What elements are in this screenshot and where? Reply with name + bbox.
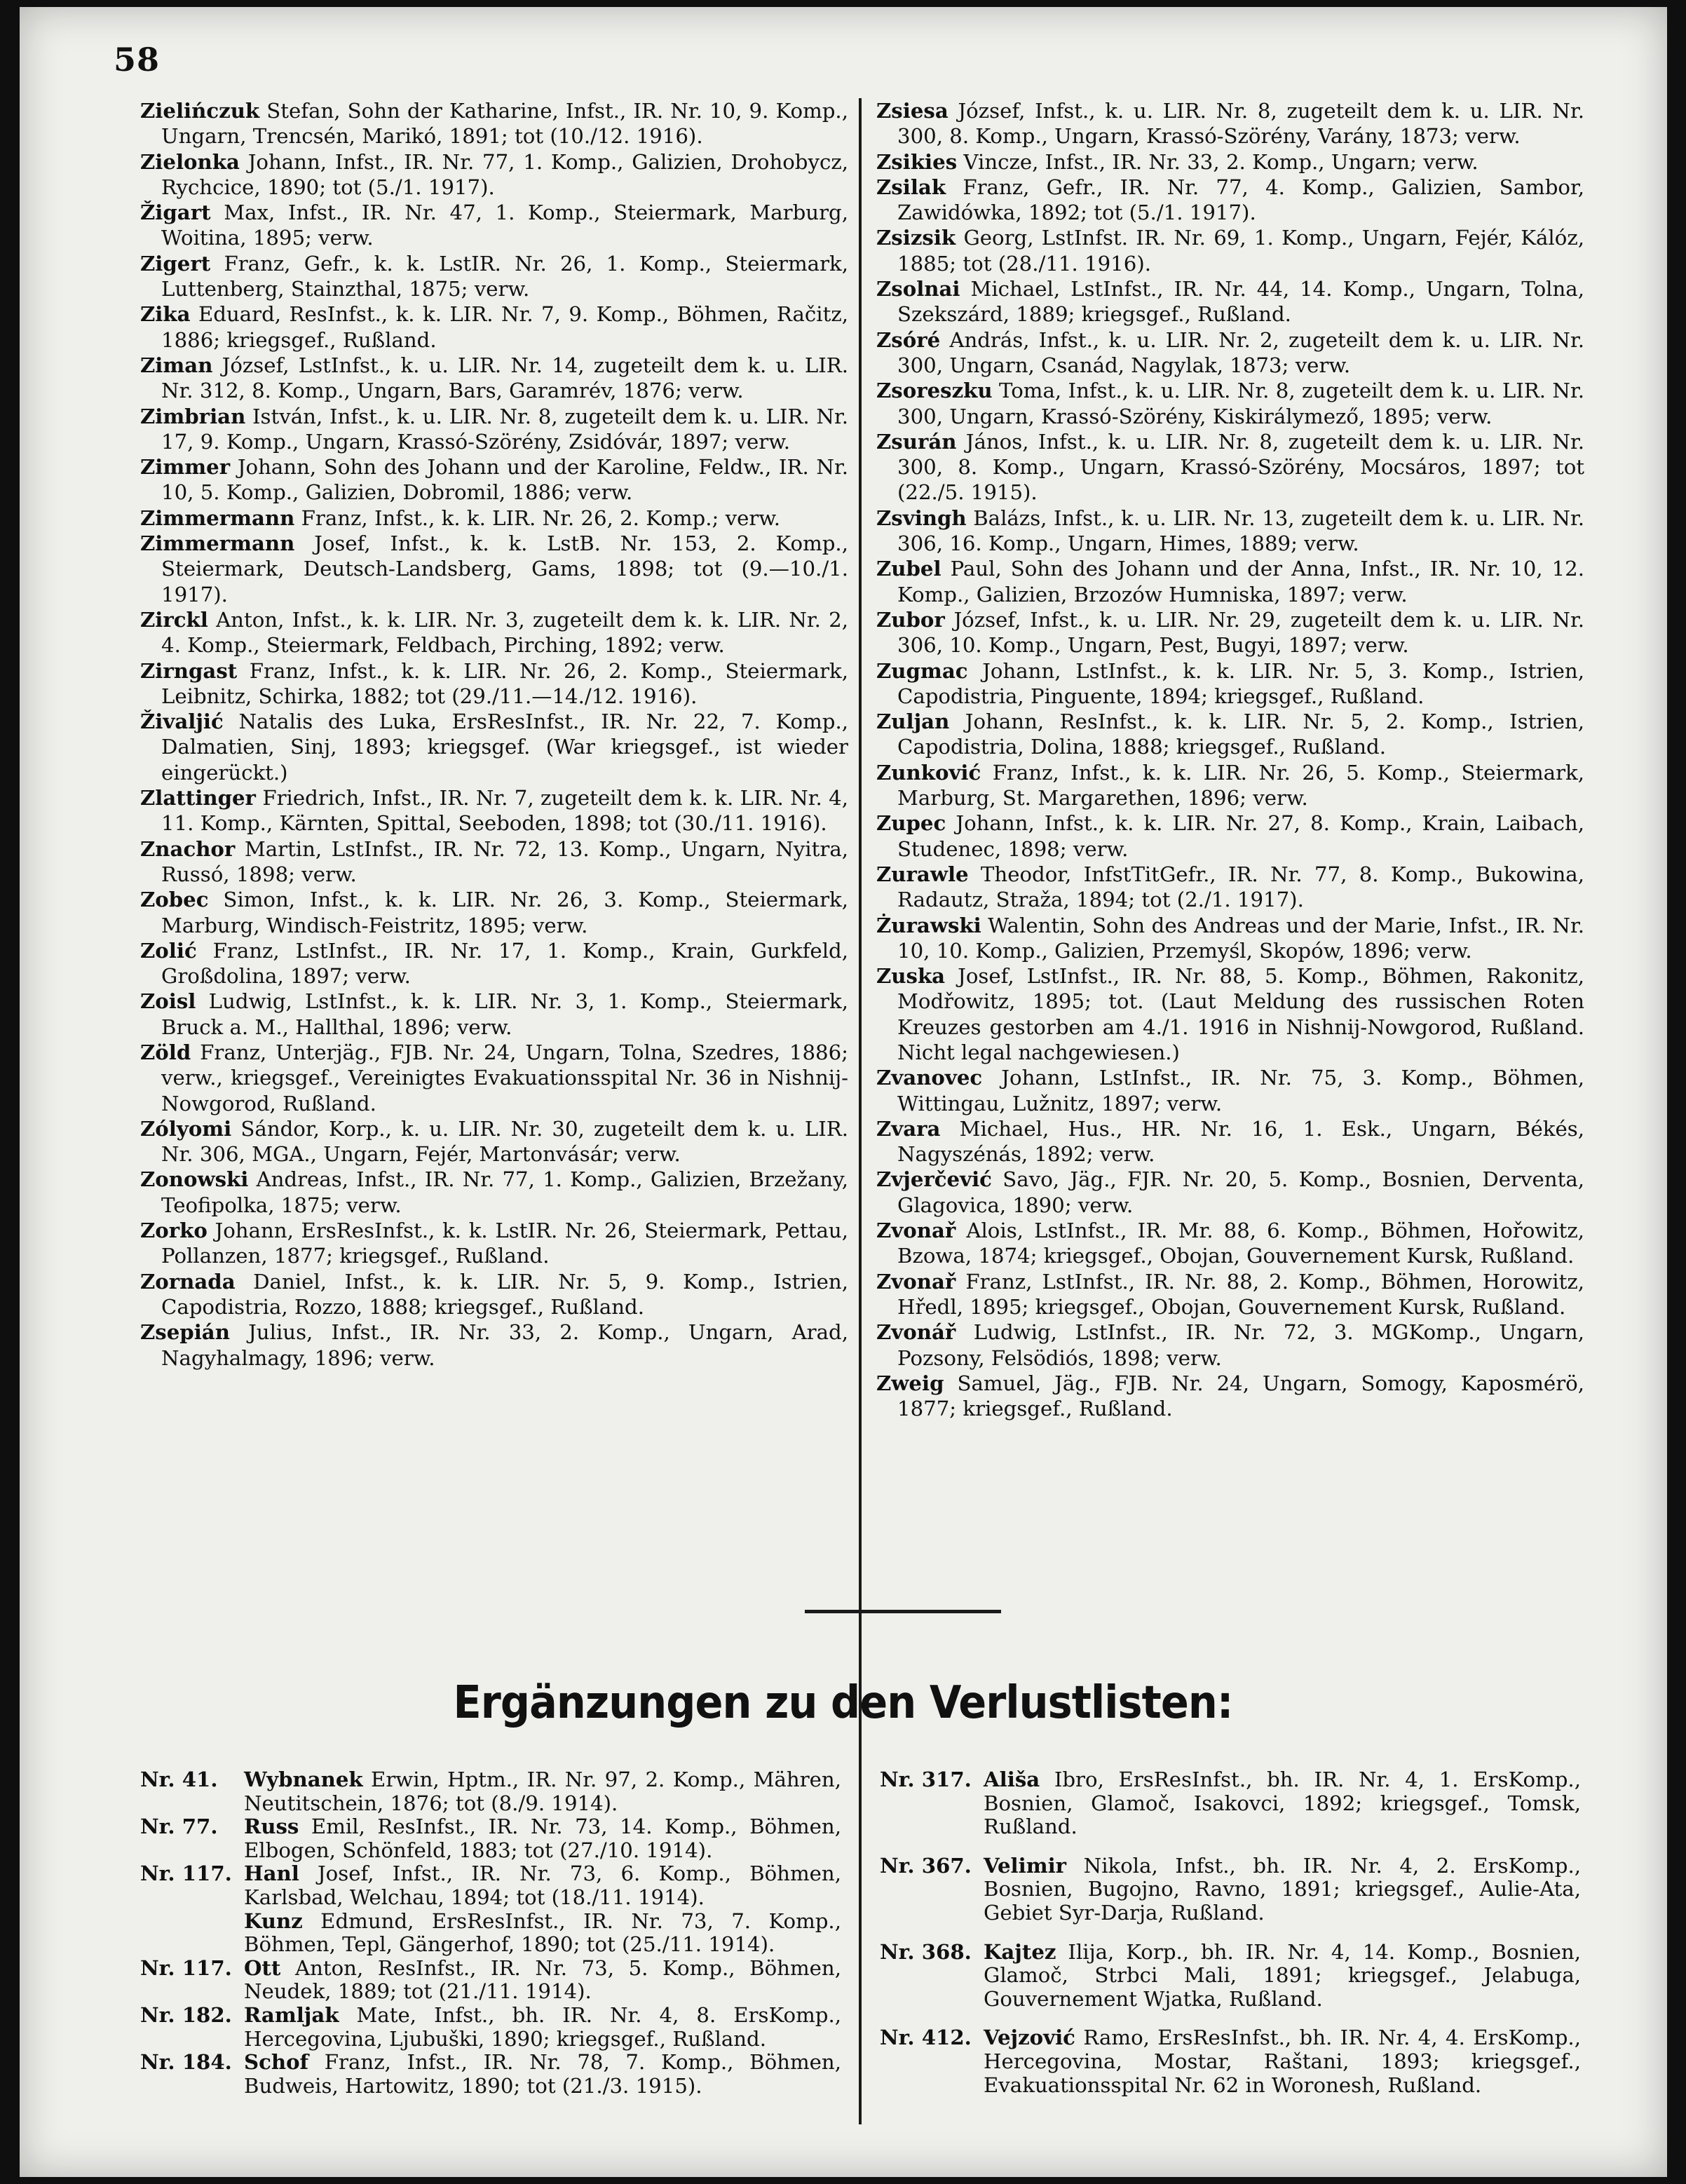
list-entry bbox=[140, 658, 848, 710]
entry-details: Nikola, Infst., bh. IR. Nr. 4, 2. ErsKomp., Bosnien, Bugojno, Ravno, 1891; kriegsgef., Aulie-Ata, Gebiet Syr-Darja, Rußland. bbox=[984, 1853, 1581, 1925]
entry-surname: Zigert bbox=[140, 251, 211, 276]
entry-details: Franz, Gefr., k. k. LstIR. Nr. 26, 1. Komp., Steiermark, Luttenberg, Stainzthal, 1875; verw. bbox=[161, 251, 848, 301]
entry-details: Toma, Infst., k. u. LIR. Nr. 8, zugeteilt dem k. u. LIR. Nr. 300, Ungarn, Krassó-Szörény, Kiskirálymező, 1895; verw. bbox=[897, 379, 1584, 428]
supplement-entry bbox=[880, 1768, 1581, 1839]
entry-details: Ludwig, LstInfst., k. k. LIR. Nr. 3, 1. Komp., Steiermark, Bruck a. M., Hallthal, 1896; verw. bbox=[161, 989, 848, 1039]
list-entry bbox=[876, 429, 1584, 506]
list-entry bbox=[140, 785, 848, 836]
list-entry bbox=[140, 98, 848, 149]
supplement-title: Ergänzungen zu den Verlustlisten: bbox=[453, 1677, 1233, 1729]
entry-details: Franz, Gefr., IR. Nr. 77, 4. Komp., Galizien, Sambor, Zawidówka, 1892; tot (5./1. 1917). bbox=[897, 175, 1584, 225]
entry-details: Simon, Infst., k. k. LIR. Nr. 26, 3. Komp., Steiermark, Marburg, Windisch-Feistritz, 1895; verw. bbox=[161, 888, 848, 937]
list-entry bbox=[140, 887, 848, 938]
entry-surname: Zsoreszku bbox=[876, 379, 993, 403]
supplement-entry bbox=[880, 1941, 1581, 2012]
entry-surname: Zvonař bbox=[876, 1219, 956, 1243]
entry-surname: Zupec bbox=[876, 811, 946, 836]
entry-surname: Kunz bbox=[244, 1908, 303, 1933]
list-entry bbox=[140, 1167, 848, 1218]
supplement-entry bbox=[140, 1910, 841, 1957]
list-entry bbox=[140, 1269, 848, 1320]
list-entry bbox=[140, 607, 848, 658]
entry-surname: Żurawski bbox=[876, 913, 981, 937]
entry-surname: Zielińczuk bbox=[140, 99, 260, 123]
list-entry bbox=[876, 1116, 1584, 1167]
entry-details: Johann, ResInfst., k. k. LIR. Nr. 5, 2. Komp., Istrien, Capodistria, Dolina, 1888; kriegsgef., Rußland. bbox=[897, 710, 1584, 759]
list-entry bbox=[140, 1218, 848, 1269]
supplement-entry bbox=[140, 1768, 841, 1815]
entry-surname: Zielonka bbox=[140, 149, 240, 174]
entry-surname: Zvonář bbox=[876, 1320, 956, 1345]
entry-surname: Zonowski bbox=[140, 1167, 249, 1192]
entry-details: Savo, Jäg., FJR. Nr. 20, 5. Komp., Bosnien, Derventa, Glagovica, 1890; verw. bbox=[897, 1167, 1584, 1217]
entry-details: Alois, LstInfst., IR. Mr. 88, 6. Komp., Böhmen, Hořowitz, Bzowa, 1874; kriegsgef., Obojan, Gouvernement Kursk, Rußland. bbox=[897, 1219, 1584, 1268]
entry-details: Balázs, Infst., k. u. LIR. Nr. 13, zugeteilt dem k. u. LIR. Nr. 306, 16. Komp., Ungarn, Himes, 1889; verw. bbox=[897, 506, 1584, 556]
entry-details: Julius, Infst., IR. Nr. 33, 2. Komp., Ungarn, Arad, Nagyhalmagy, 1896; verw. bbox=[161, 1320, 848, 1370]
entry-surname: Ramljak bbox=[244, 2002, 339, 2027]
entry-surname: Zorko bbox=[140, 1219, 208, 1243]
entry-details: András, Infst., k. u. LIR. Nr. 2, zugeteilt dem k. u. LIR. Nr. 300, Ungarn, Csanád, Nagylak, 1873; verw. bbox=[897, 327, 1584, 377]
entry-details: Walentin, Sohn des Andreas und der Marie, Infst., IR. Nr. 10, 10. Komp., Galizien, Przemyśl, Skopów, 1896; verw. bbox=[897, 913, 1584, 963]
entry-details: Anton, ResInfst., IR. Nr. 73, 5. Komp., Böhmen, Neudek, 1889; tot (21./11. 1914). bbox=[244, 1955, 841, 2004]
entry-details: Johann, Sohn des Johann und der Karoline, Feldw., IR. Nr. 10, 5. Komp., Galizien, Dobromil, 1886; verw. bbox=[161, 455, 848, 505]
entry-details: Erwin, Hptm., IR. Nr. 97, 2. Komp., Mähren, Neutitschein, 1876; tot (8./9. 1914). bbox=[244, 1768, 841, 1815]
list-entry bbox=[876, 175, 1584, 226]
entry-details: Ludwig, LstInfst., IR. Nr. 72, 3. MGKomp., Ungarn, Pozsony, Felsödiós, 1898; verw. bbox=[897, 1320, 1584, 1370]
entry-surname: Zweig bbox=[876, 1371, 944, 1395]
entry-details: Ibro, ErsResInfst., bh. IR. Nr. 4, 1. ErsKomp., Bosnien, Glamoč, Isakovci, 1892; kriegsgef., Tomsk, Rußland. bbox=[984, 1768, 1581, 1839]
entry-surname: Zubel bbox=[876, 557, 941, 581]
entry-surname: Zunković bbox=[876, 760, 981, 785]
list-entry bbox=[876, 225, 1584, 276]
entry-surname: Zimmer bbox=[140, 455, 231, 480]
list-entry bbox=[876, 556, 1584, 607]
entry-surname: Kajtez bbox=[984, 1939, 1056, 1964]
entry-surname: Zimmermann bbox=[140, 531, 295, 556]
entry-surname: Zoisl bbox=[140, 989, 196, 1014]
supplement-entry bbox=[140, 1815, 841, 1862]
entry-details: Emil, ResInfst., IR. Nr. 73, 14. Komp., Böhmen, Elbogen, Schönfeld, 1883; tot (27./10. 1914). bbox=[244, 1815, 841, 1862]
entry-surname: Zsolnai bbox=[876, 277, 960, 301]
list-number: Nr. 117. bbox=[140, 1955, 232, 1980]
list-entry bbox=[140, 709, 848, 785]
list-number: Nr. 77. bbox=[140, 1815, 218, 1839]
entry-surname: Zimbrian bbox=[140, 404, 246, 428]
list-entry bbox=[140, 836, 848, 888]
section-rule bbox=[805, 1610, 1001, 1613]
list-entry bbox=[876, 1065, 1584, 1116]
entry-details: Michael, LstInfst., IR. Nr. 44, 14. Komp., Ungarn, Tolna, Szekszárd, 1889; kriegsgef., Rußland. bbox=[897, 277, 1584, 327]
entry-surname: Zvjerčević bbox=[876, 1167, 992, 1192]
list-entry bbox=[876, 658, 1584, 710]
entry-surname: Ališa bbox=[984, 1768, 1040, 1791]
supplement-entry bbox=[880, 1854, 1581, 1925]
entry-surname: Živaljić bbox=[140, 710, 224, 734]
entry-details: Vincze, Infst., IR. Nr. 33, 2. Komp., Ungarn; verw. bbox=[957, 149, 1478, 174]
entry-surname: Zimmermann bbox=[140, 506, 295, 530]
list-entry bbox=[876, 810, 1584, 862]
entry-surname: Zvara bbox=[876, 1116, 941, 1141]
entry-details: Franz, LstInfst., IR. Nr. 88, 2. Komp., Böhmen, Horowitz, Hředl, 1895; kriegsgef., Obojan, Gouvernement Kursk, Rußland. bbox=[897, 1269, 1584, 1319]
list-entry bbox=[876, 98, 1584, 149]
left-column bbox=[140, 98, 848, 1371]
page-number: 58 bbox=[114, 41, 161, 79]
list-entry bbox=[140, 938, 848, 989]
list-entry bbox=[876, 327, 1584, 379]
entry-surname: Zugmac bbox=[876, 658, 968, 683]
entry-details: Franz, Infst., k. k. LIR. Nr. 26, 2. Komp.; verw. bbox=[294, 506, 781, 530]
list-entry bbox=[876, 760, 1584, 811]
entry-details: Mate, Infst., bh. IR. Nr. 4, 8. ErsKomp., Hercegovina, Ljubuški, 1890; kriegsgef., Rußland. bbox=[244, 2002, 841, 2051]
entry-details: Georg, LstInfst. IR. Nr. 69, 1. Komp., Ungarn, Fejér, Kálóz, 1885; tot (28./11. 1916). bbox=[897, 226, 1584, 276]
entry-details: Johann, Infst., IR. Nr. 77, 1. Komp., Galizien, Drohobycz, Rychcice, 1890; tot (5./1. 1917). bbox=[161, 149, 848, 199]
list-entry bbox=[876, 1320, 1584, 1371]
list-entry bbox=[140, 200, 848, 251]
list-entry bbox=[876, 1371, 1584, 1422]
list-number: Nr. 117. bbox=[140, 1861, 232, 1886]
entry-details: Friedrich, Infst., IR. Nr. 7, zugeteilt dem k. k. LIR. Nr. 4, 11. Komp., Kärnten, Spittal, Seeboden, 1898; tot (30./11. 1916). bbox=[161, 786, 848, 836]
entry-details: Johann, LstInfst., k. k. LIR. Nr. 5, 3. Komp., Istrien, Capodistria, Pinguente, 1894; kriegsgef., Rußland. bbox=[897, 658, 1584, 708]
entry-details: Franz, Infst., k. k. LIR. Nr. 26, 2. Komp., Steiermark, Leibnitz, Schirka, 1882; tot (29./11.—14./12. 1916). bbox=[161, 658, 848, 708]
entry-surname: Zöld bbox=[140, 1040, 191, 1064]
entry-surname: Zirngast bbox=[140, 658, 238, 683]
entry-details: Franz, Unterjäg., FJB. Nr. 24, Ungarn, Tolna, Szedres, 1886; verw., kriegsgef., Vereinigtes Evakuationsspital Nr. 36 in Nishnij-Nowgorod, Rußland. bbox=[161, 1040, 848, 1115]
entry-surname: Zirckl bbox=[140, 607, 208, 632]
entry-details: Johann, LstInfst., IR. Nr. 75, 3. Komp., Böhmen, Wittingau, Lužnitz, 1897; verw. bbox=[897, 1066, 1584, 1115]
list-entry bbox=[876, 1167, 1584, 1218]
entry-surname: Zsikies bbox=[876, 149, 958, 174]
entry-details: Martin, LstInfst., IR. Nr. 72, 13. Komp., Ungarn, Nyitra, Russó, 1898; verw. bbox=[161, 836, 848, 886]
entry-details: Daniel, Infst., k. k. LIR. Nr. 5, 9. Komp., Istrien, Capodistria, Rozzo, 1888; kriegsgef., Rußland. bbox=[161, 1269, 848, 1319]
list-entry bbox=[876, 1218, 1584, 1269]
entry-details: Josef, Infst., IR. Nr. 73, 6. Komp., Böhmen, Karlsbad, Welchau, 1894; tot (18./11. 1914). bbox=[244, 1861, 841, 1909]
list-entry bbox=[876, 1269, 1584, 1320]
list-entry bbox=[140, 454, 848, 506]
supplement-left-column bbox=[140, 1768, 841, 2098]
list-entry bbox=[876, 709, 1584, 760]
entry-details: János, Infst., k. u. LIR. Nr. 8, zugeteilt dem k. u. LIR. Nr. 300, 8. Komp., Ungarn, Krassó-Szörény, Mocsáros, 1897; tot (22./5. 1915). bbox=[897, 429, 1584, 505]
entry-surname: Velimir bbox=[984, 1853, 1067, 1878]
supplement-entry bbox=[880, 2026, 1581, 2097]
entry-details: Stefan, Sohn der Katharine, Infst., IR. Nr. 10, 9. Komp., Ungarn, Trencsén, Marikó, 1891; tot (10./12. 1916). bbox=[161, 99, 848, 149]
list-entry bbox=[140, 1040, 848, 1116]
list-entry bbox=[140, 353, 848, 404]
list-entry bbox=[876, 149, 1584, 175]
entry-surname: Russ bbox=[244, 1815, 299, 1839]
entry-surname: Schof bbox=[244, 2050, 309, 2075]
list-number: Nr. 41. bbox=[140, 1768, 218, 1791]
entry-details: Michael, Hus., HR. Nr. 16, 1. Esk., Ungarn, Békés, Nagyszénás, 1892; verw. bbox=[897, 1116, 1584, 1167]
right-column bbox=[876, 98, 1584, 1421]
entry-details: Eduard, ResInfst., k. k. LIR. Nr. 7, 9. Komp., Böhmen, Račitz, 1886; kriegsgef., Rußland. bbox=[161, 302, 848, 352]
entry-details: József, Infst., k. u. LIR. Nr. 8, zugeteilt dem k. u. LIR. Nr. 300, 8. Komp., Ungarn, Krassó-Szörény, Varány, 1873; verw. bbox=[897, 99, 1584, 149]
list-entry bbox=[140, 404, 848, 455]
entry-surname: Zólyomi bbox=[140, 1116, 232, 1141]
list-number: Nr. 368. bbox=[880, 1939, 972, 1964]
entry-details: Josef, LstInfst., IR. Nr. 88, 5. Komp., Böhmen, Rakonitz, Modřowitz, 1895; tot. (Laut Meldung des russischen Roten Kreuzes gestorben am 4./1. 1916 in Nishnij-Nowgorod, Rußland. Nicht legal nachgewiesen.) bbox=[897, 964, 1584, 1064]
entry-details: Paul, Sohn des Johann und der Anna, Infst., IR. Nr. 10, 12. Komp., Galizien, Brzozów Humniska, 1897; verw. bbox=[897, 557, 1584, 606]
entry-details: Ramo, ErsResInfst., bh. IR. Nr. 4, 4. ErsKomp., Hercegovina, Mostar, Raštani, 1893; kriegsgef., Evakuationsspital Nr. 62 in Woronesh, Rußland. bbox=[984, 2026, 1581, 2097]
entry-surname: Ott bbox=[244, 1955, 281, 1980]
entry-surname: Zsizsik bbox=[876, 226, 956, 250]
entry-surname: Zornada bbox=[140, 1269, 236, 1294]
entry-surname: Znachor bbox=[140, 836, 236, 861]
list-entry bbox=[140, 506, 848, 531]
entry-details: Theodor, InfstTitGefr., IR. Nr. 77, 8. Komp., Bukowina, Radautz, Straža, 1894; tot (2./1. 1917). bbox=[897, 862, 1584, 912]
entry-surname: Zsilak bbox=[876, 175, 946, 199]
entry-surname: Ziman bbox=[140, 353, 213, 377]
list-entry bbox=[140, 1116, 848, 1167]
entry-surname: Zsepián bbox=[140, 1320, 230, 1345]
entry-surname: Vejzović bbox=[984, 2026, 1075, 2050]
entry-details: Franz, Infst., IR. Nr. 78, 7. Komp., Böhmen, Budweis, Hartowitz, 1890; tot (21./3. 1915). bbox=[244, 2050, 841, 2098]
entry-details: Samuel, Jäg., FJB. Nr. 24, Ungarn, Somogy, Kaposmérö, 1877; kriegsgef., Rußland. bbox=[897, 1371, 1584, 1421]
list-number: Nr. 367. bbox=[880, 1853, 972, 1878]
entry-surname: Zuska bbox=[876, 964, 946, 989]
entry-surname: Wybnanek bbox=[244, 1768, 363, 1791]
supplement-entry bbox=[140, 2004, 841, 2051]
entry-surname: Zvonař bbox=[876, 1269, 956, 1294]
entry-details: Ilija, Korp., bh. IR. Nr. 4, 14. Komp., Bosnien, Glamoč, Strbci Mali, 1891; kriegsgef., Jelabuga, Gouvernement Wjatka, Rußland. bbox=[984, 1939, 1581, 2011]
entry-surname: Zurawle bbox=[876, 862, 969, 886]
list-number: Nr. 412. bbox=[880, 2026, 972, 2050]
entry-details: József, LstInfst., k. u. LIR. Nr. 14, zugeteilt dem k. u. LIR. Nr. 312, 8. Komp., Ungarn, Bars, Garamrév, 1876; verw. bbox=[161, 353, 848, 403]
supplement-entry bbox=[140, 1862, 841, 1909]
entry-surname: Zsiesa bbox=[876, 99, 949, 123]
entry-details: Andreas, Infst., IR. Nr. 77, 1. Komp., Galizien, Brzežany, Teofipolka, 1875; verw. bbox=[161, 1167, 848, 1217]
entry-surname: Zuljan bbox=[876, 710, 950, 734]
entry-details: Anton, Infst., k. k. LIR. Nr. 3, zugeteilt dem k. k. LIR. Nr. 2, 4. Komp., Steiermark, Feldbach, Pirching, 1892; verw. bbox=[161, 607, 848, 658]
list-entry bbox=[876, 963, 1584, 1065]
entry-details: Josef, Infst., k. k. LstB. Nr. 153, 2. Komp., Steiermark, Deutsch-Landsberg, Gams, 1898; tot (9.—10./1. 1917). bbox=[161, 531, 848, 606]
entry-details: Natalis des Luka, ErsResInfst., IR. Nr. 22, 7. Komp., Dalmatien, Sinj, 1893; kriegsgef. (War kriegsgef., ist wieder eingerückt.) bbox=[161, 710, 848, 785]
entry-surname: Zsvingh bbox=[876, 506, 967, 530]
entry-details: Edmund, ErsResInfst., IR. Nr. 73, 7. Komp., Böhmen, Tepl, Gängerhof, 1890; tot (25./11. 1914). bbox=[244, 1908, 841, 1957]
entry-surname: Zsóré bbox=[876, 327, 941, 352]
entry-details: Franz, LstInfst., IR. Nr. 17, 1. Komp., Krain, Gurkfeld, Großdolina, 1897; verw. bbox=[161, 938, 848, 989]
entry-surname: Zobec bbox=[140, 888, 209, 912]
entry-details: Max, Infst., IR. Nr. 47, 1. Komp., Steiermark, Marburg, Woitina, 1895; verw. bbox=[161, 201, 848, 250]
list-entry bbox=[876, 506, 1584, 557]
entry-details: Johann, Infst., k. k. LIR. Nr. 27, 8. Komp., Krain, Laibach, Studenec, 1898; verw. bbox=[897, 811, 1584, 861]
list-entry bbox=[140, 989, 848, 1040]
entry-surname: Hanl bbox=[244, 1861, 299, 1886]
entry-surname: Zika bbox=[140, 302, 191, 327]
entry-surname: Zsurán bbox=[876, 429, 957, 454]
entry-surname: Zlattinger bbox=[140, 786, 256, 810]
list-entry bbox=[876, 607, 1584, 658]
list-entry bbox=[876, 913, 1584, 964]
entry-surname: Zubor bbox=[876, 607, 945, 632]
entry-surname: Žigart bbox=[140, 201, 211, 225]
supplement-right-column bbox=[880, 1768, 1581, 2112]
list-number: Nr. 184. bbox=[140, 2050, 232, 2075]
list-entry bbox=[876, 862, 1584, 913]
list-entry bbox=[140, 149, 848, 201]
list-entry bbox=[876, 378, 1584, 429]
entry-surname: Zvanovec bbox=[876, 1066, 983, 1090]
entry-surname: Zolić bbox=[140, 938, 197, 963]
supplement-entry bbox=[140, 2051, 841, 2098]
supplement-entry bbox=[140, 1957, 841, 2004]
entry-details: István, Infst., k. u. LIR. Nr. 8, zugeteilt dem k. u. LIR. Nr. 17, 9. Komp., Ungarn, Krassó-Szörény, Zsidóvár, 1897; verw. bbox=[161, 404, 848, 454]
list-number: Nr. 182. bbox=[140, 2002, 232, 2027]
list-entry bbox=[140, 251, 848, 302]
entry-details: Franz, Infst., k. k. LIR. Nr. 26, 5. Komp., Steiermark, Marburg, St. Margarethen, 1896; verw. bbox=[897, 760, 1584, 810]
list-entry bbox=[140, 1320, 848, 1371]
column-divider bbox=[859, 98, 862, 2124]
list-number: Nr. 317. bbox=[880, 1768, 972, 1791]
entry-details: József, Infst., k. u. LIR. Nr. 29, zugeteilt dem k. u. LIR. Nr. 306, 10. Komp., Ungarn, Pest, Bugyi, 1897; verw. bbox=[897, 607, 1584, 658]
list-entry bbox=[140, 531, 848, 607]
list-entry bbox=[140, 301, 848, 353]
entry-details: Johann, ErsResInfst., k. k. LstIR. Nr. 26, Steiermark, Pettau, Pollanzen, 1877; kriegsgef., Rußland. bbox=[161, 1219, 848, 1268]
entry-details: Sándor, Korp., k. u. LIR. Nr. 30, zugeteilt dem k. u. LIR. Nr. 306, MGA., Ungarn, Fejér, Martonvásár; verw. bbox=[161, 1116, 848, 1167]
list-entry bbox=[876, 276, 1584, 327]
